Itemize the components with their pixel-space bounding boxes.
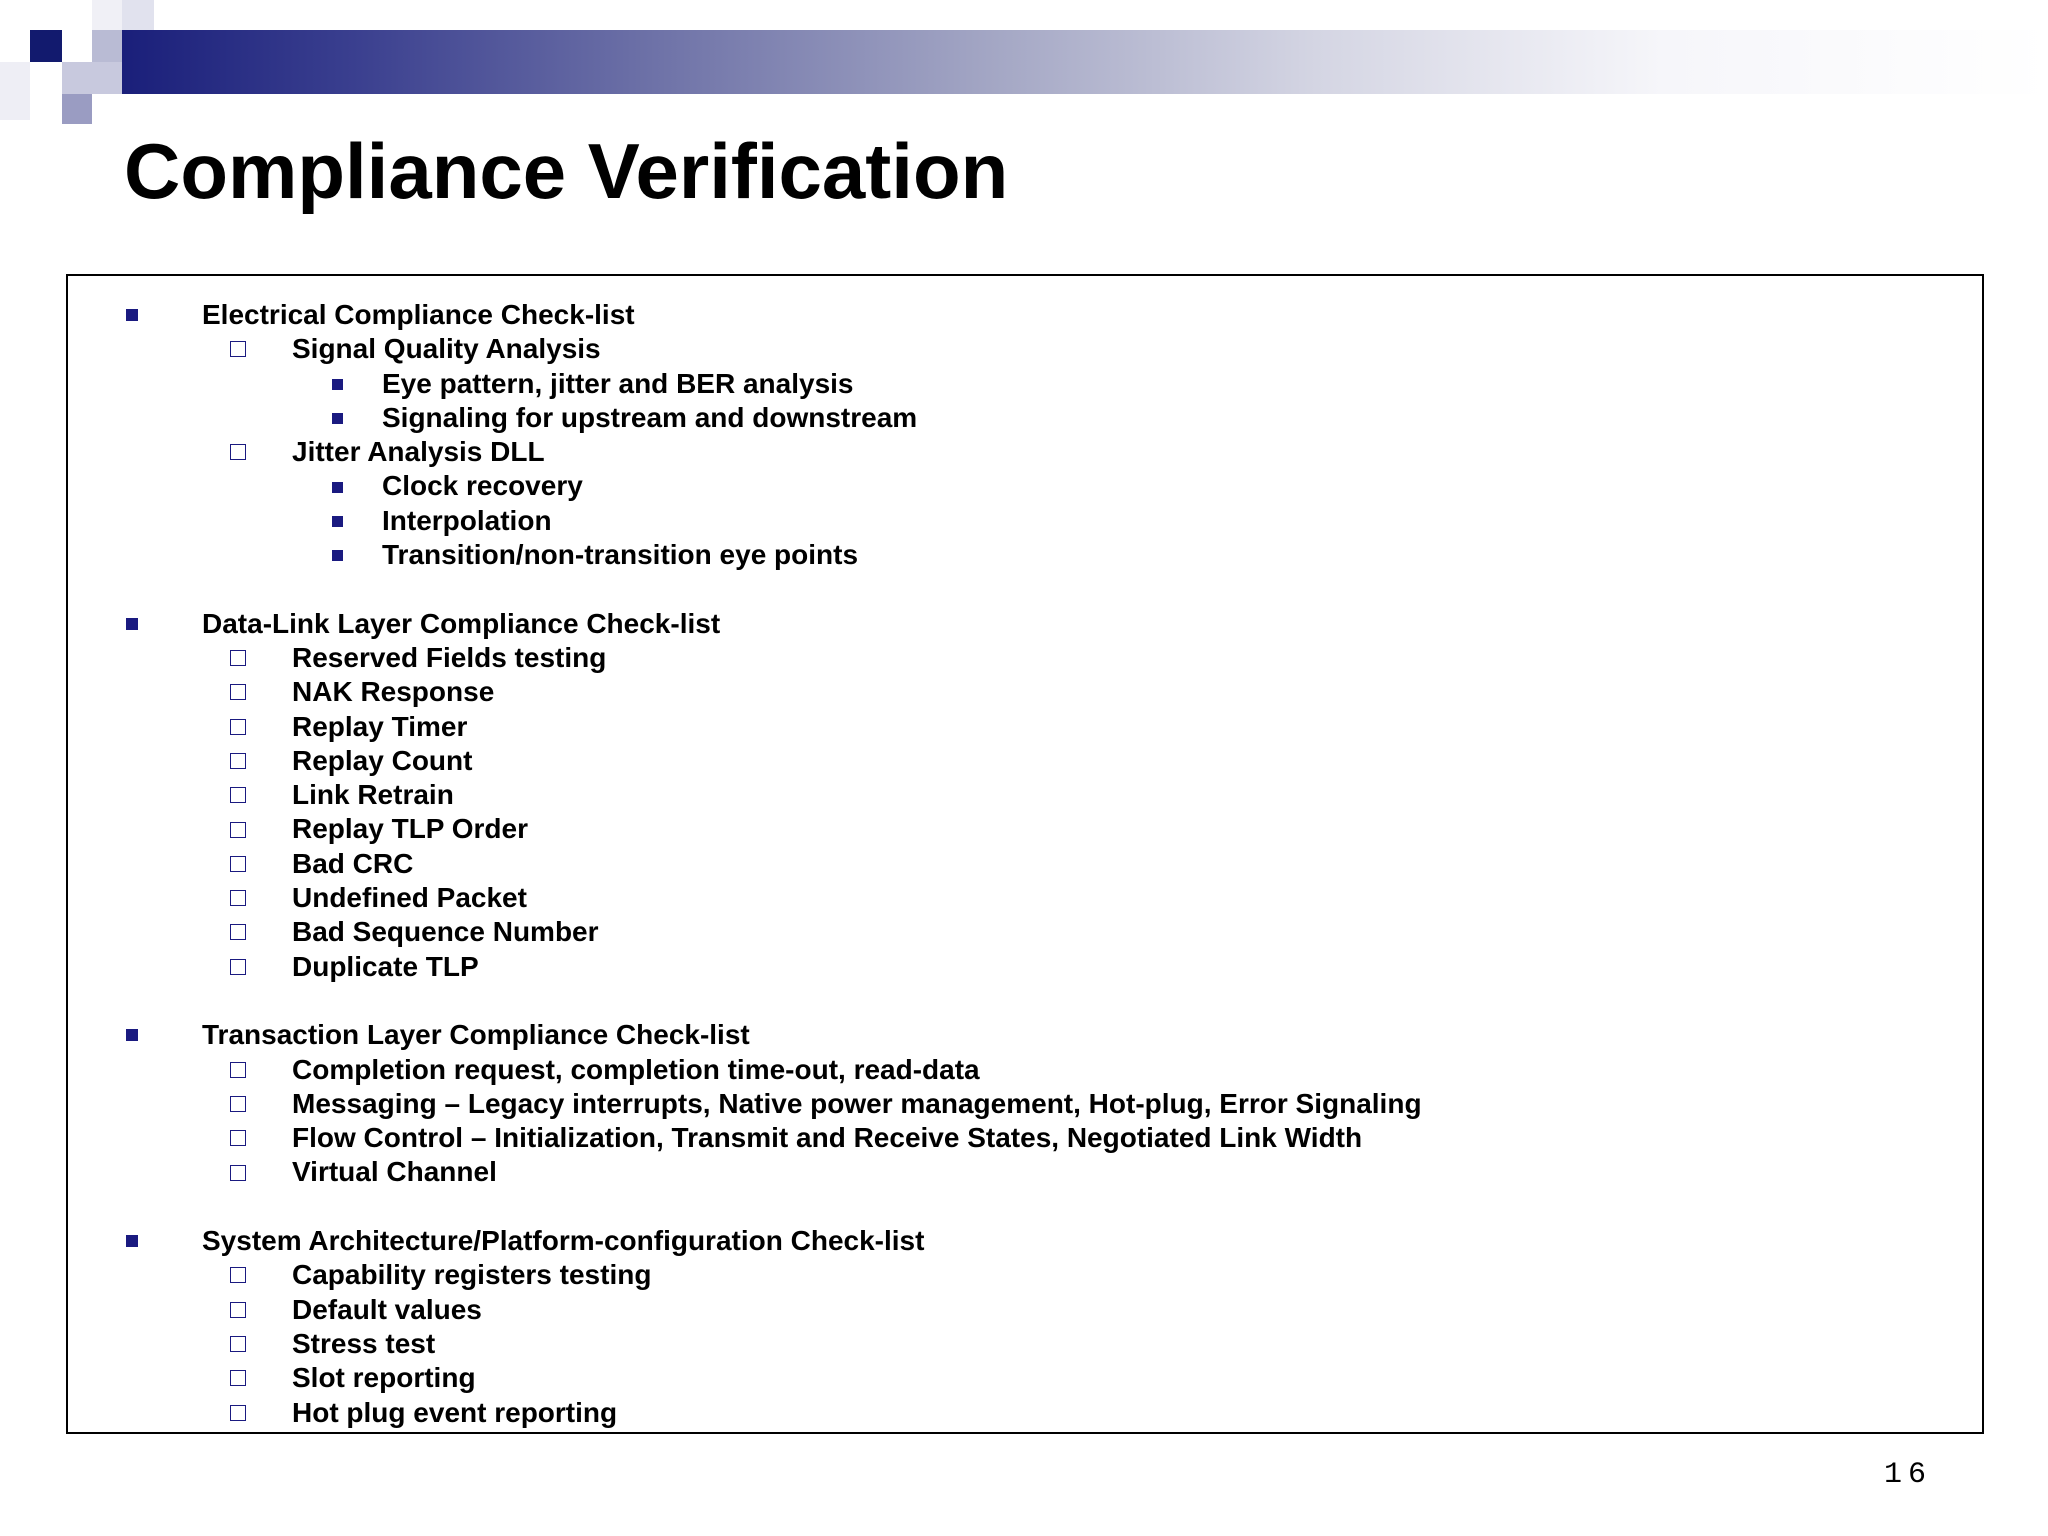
hollow-square-bullet-icon [230, 684, 246, 700]
hollow-square-bullet-icon [230, 753, 246, 769]
hollow-square-bullet-icon [230, 924, 246, 940]
filled-square-bullet-icon [332, 482, 343, 493]
filled-square-bullet-icon [126, 1029, 138, 1041]
list-item-text: Completion request, completion time-out, read-data [292, 1053, 980, 1085]
hollow-square-bullet-icon [230, 1130, 246, 1146]
filled-square-bullet-icon [332, 379, 343, 390]
list-item-text: Replay Count [292, 744, 473, 776]
hollow-square-bullet-icon [230, 1267, 246, 1283]
section-heading-text: Data-Link Layer Compliance Check-list [202, 607, 721, 639]
list-item-text: Flow Control – Initialization, Transmit and Receive States, Negotiated Link Width [292, 1122, 1363, 1154]
decor-square [30, 30, 62, 62]
list-item-text: Bad Sequence Number [292, 916, 599, 948]
list-item-text: Signal Quality Analysis [292, 333, 601, 365]
hollow-square-bullet-icon [230, 719, 246, 735]
hollow-square-bullet-icon [230, 1370, 246, 1386]
filled-square-bullet-icon [332, 516, 343, 527]
filled-square-bullet-icon [126, 1235, 138, 1247]
header-gradient-bar [122, 30, 2048, 94]
sub-list-item-text: Eye pattern, jitter and BER analysis [382, 367, 854, 399]
hollow-square-bullet-icon [230, 1336, 246, 1352]
list-item-text: Bad CRC [292, 847, 414, 879]
hollow-square-bullet-icon [230, 1302, 246, 1318]
list-item-text: Undefined Packet [292, 882, 527, 914]
list-item-text: NAK Response [292, 676, 495, 708]
hollow-square-bullet-icon [230, 1062, 246, 1078]
section-heading-text: System Architecture/Platform-configuration Check-list [202, 1225, 925, 1257]
decor-square [92, 30, 122, 62]
hollow-square-bullet-icon [230, 856, 246, 872]
sub-list-item-text: Interpolation [382, 504, 552, 536]
hollow-square-bullet-icon [230, 1165, 246, 1181]
sub-list-item-text: Transition/non-transition eye points [382, 539, 859, 571]
hollow-square-bullet-icon [230, 787, 246, 803]
list-item-text: Hot plug event reporting [292, 1396, 618, 1428]
decor-square [122, 0, 154, 30]
list-item-text: Capability registers testing [292, 1259, 652, 1291]
sub-list-item-text: Signaling for upstream and downstream [382, 401, 918, 433]
list-item-text: Slot reporting [292, 1362, 476, 1394]
section-heading-text: Transaction Layer Compliance Check-list [202, 1019, 750, 1051]
hollow-square-bullet-icon [230, 444, 246, 460]
hollow-square-bullet-icon [230, 890, 246, 906]
filled-square-bullet-icon [332, 550, 343, 561]
list-item-text: Replay TLP Order [292, 813, 529, 845]
list-item-text: Default values [292, 1293, 482, 1325]
section-heading-text: Electrical Compliance Check-list [202, 299, 635, 330]
page-number: 16 [1884, 1458, 1933, 1492]
hollow-square-bullet-icon [230, 341, 246, 357]
list-item-text: Messaging – Legacy interrupts, Native power management, Hot-plug, Error Signaling [292, 1087, 1422, 1119]
sub-list-item-text: Clock recovery [382, 470, 583, 502]
list-item-text: Stress test [292, 1327, 436, 1359]
list-item-text: Virtual Channel [292, 1156, 497, 1188]
hollow-square-bullet-icon [230, 650, 246, 666]
filled-square-bullet-icon [126, 309, 138, 321]
slide-title: Compliance Verification [124, 127, 1009, 215]
hollow-square-bullet-icon [230, 959, 246, 975]
filled-square-bullet-icon [126, 618, 138, 630]
decor-square [62, 94, 92, 124]
list-item-text: Jitter Analysis DLL [292, 436, 545, 468]
content-box [66, 274, 1984, 1434]
list-item-text: Duplicate TLP [292, 950, 479, 982]
decor-square [62, 62, 122, 94]
list-item-text: Link Retrain [292, 779, 454, 811]
hollow-square-bullet-icon [230, 1405, 246, 1421]
filled-square-bullet-icon [332, 413, 343, 424]
list-item-text: Reserved Fields testing [292, 641, 607, 673]
hollow-square-bullet-icon [230, 1096, 246, 1112]
decor-square [92, 0, 122, 30]
list-item-text: Replay Timer [292, 710, 468, 742]
hollow-square-bullet-icon [230, 822, 246, 838]
decor-square [0, 62, 30, 120]
